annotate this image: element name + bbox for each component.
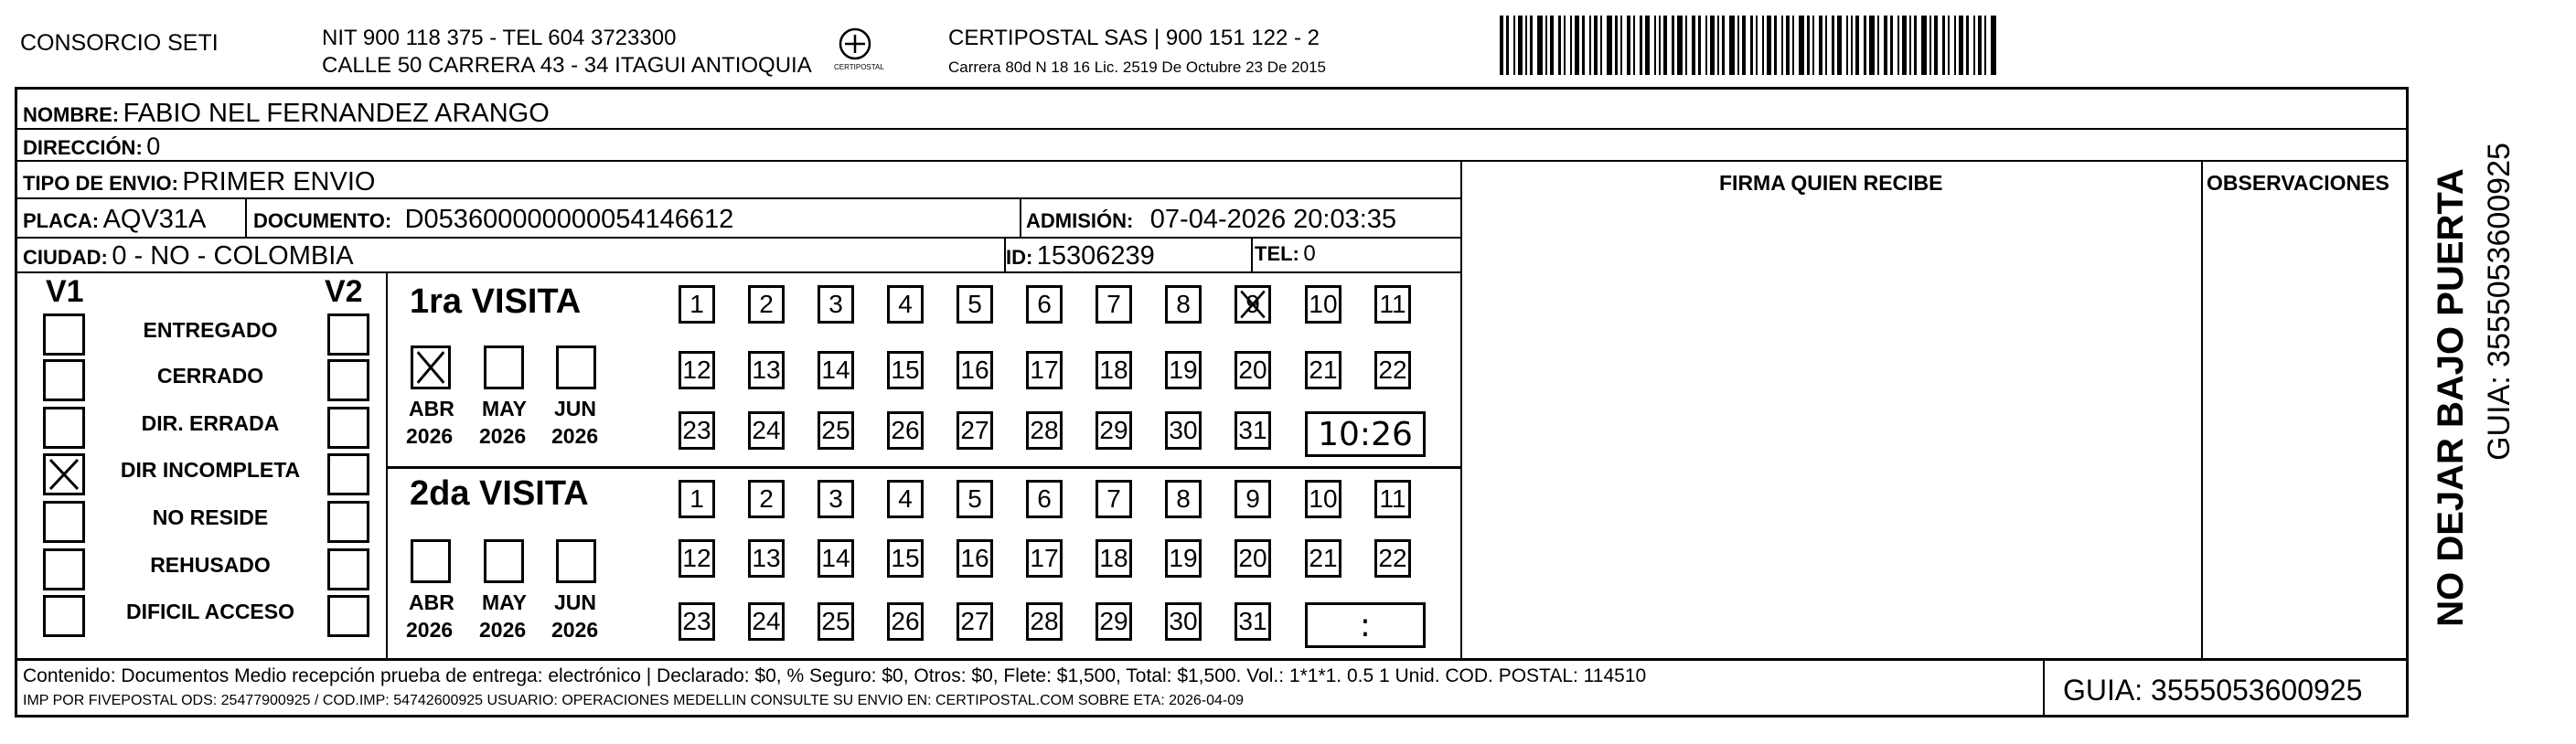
name-field [23,101,550,127]
v2-checkbox[interactable] [327,453,369,495]
day-number: 8 [1176,290,1191,318]
shipment-type-value: PRIMER ENVIO [182,167,376,197]
day-number: 25 [821,416,850,444]
v2-checkbox[interactable] [327,548,369,590]
barcode-bar [1942,16,1945,75]
barcode-bar [1914,16,1917,75]
day-box[interactable] [679,539,715,578]
day-number: 29 [1099,416,1128,444]
time-box[interactable]: 10:26 [1305,411,1426,457]
day-number: 28 [1030,416,1059,444]
day-number: 26 [891,416,920,444]
day-number: 1 [689,290,704,318]
day-number: 13 [752,356,781,384]
barcode-bar [1902,16,1907,75]
day-box[interactable] [748,539,785,578]
day-box[interactable] [887,285,924,324]
day-box[interactable] [1305,539,1341,578]
barcode-bar [1575,16,1579,75]
day-box[interactable] [957,285,993,324]
day-number: 14 [821,544,850,572]
status-label: REHUSADO [150,553,271,577]
day-number: 19 [1169,544,1198,572]
day-number: 26 [891,607,920,635]
barcode-bar [1851,16,1853,75]
admission-label: ADMISIÓN: [1026,209,1134,232]
time-box[interactable]: : [1305,602,1426,648]
barcode-bar [1640,16,1642,75]
day-box[interactable] [1096,602,1132,641]
day-number: 25 [821,607,850,635]
barcode-bar [1677,16,1683,75]
barcode-bar [1607,16,1612,75]
barcode-bar [1710,16,1715,75]
barcode-bar [1692,16,1695,75]
day-number: 21 [1309,356,1338,384]
day-box[interactable] [818,539,854,578]
month-checkbox[interactable] [556,539,596,583]
day-number: 13 [752,544,781,572]
day-box[interactable] [1096,539,1132,578]
day-box[interactable] [1165,480,1202,518]
day-box[interactable] [1235,602,1271,641]
day-number: 7 [1106,290,1121,318]
day-number: 6 [1037,290,1052,318]
day-box[interactable] [957,480,993,518]
v1-checkbox[interactable] [43,407,85,449]
day-box[interactable] [957,411,993,450]
day-number: 4 [898,290,913,318]
barcode-bar [1864,16,1866,75]
day-box[interactable] [1026,285,1063,324]
day-box[interactable] [818,285,854,324]
barcode-bar [1781,16,1783,75]
month-checkbox[interactable] [556,345,596,389]
barcode-bar [1948,16,1950,75]
day-number: 30 [1169,416,1198,444]
v1-checkbox[interactable] [43,359,85,401]
tel-value: 0 [1303,241,1316,266]
imp-line: IMP POR FIVEPOSTAL ODS: 25477900925 / COD.IMP: 54742600925 USUARIO: OPERACIONES MEDELLIN CONSULTE SU ENVIO EN: CERTIPOSTAL.COM SOBRE ETA: 2026-04-09 [23,693,1244,708]
status-label: DIR. ERRADA [141,411,280,435]
barcode-bar [1756,16,1758,75]
id-field [1006,243,1155,270]
plate-label: PLACA: [23,209,100,232]
city-field [23,243,354,270]
day-number: 31 [1238,416,1267,444]
barcode-bar [1890,16,1893,75]
barcode-bar [1570,16,1572,75]
v2-checkbox[interactable] [327,501,369,543]
barcode-bar [1722,16,1725,75]
day-box[interactable] [748,411,785,450]
city-label: CIUDAD: [23,246,108,269]
barcode-bar [1582,16,1585,75]
day-box[interactable] [679,480,715,518]
v2-label: V2 [325,274,363,309]
day-box[interactable] [818,480,854,518]
day-number: 16 [960,544,989,572]
day-box[interactable] [1235,411,1271,450]
day-box[interactable] [1165,539,1202,578]
barcode-bar [1545,16,1547,75]
side-guia: GUIA: 3555053600925 [2482,143,2517,461]
carrier-line-2: Carrera 80d N 18 16 Lic. 2519 De Octubre 23 De 2015 [948,58,1326,76]
city-value: 0 - NO - COLOMBIA [112,241,354,271]
barcode-bar [1558,16,1561,75]
day-box[interactable] [1026,602,1063,641]
day-box[interactable] [887,480,924,518]
barcode-bar [1633,16,1635,75]
day-box[interactable] [818,351,854,389]
day-number: 12 [682,356,711,384]
day-number: 31 [1238,607,1267,635]
day-box[interactable] [748,480,785,518]
observations-area[interactable] [2204,199,2405,656]
day-number: 4 [898,484,913,513]
day-box[interactable] [1165,602,1202,641]
barcode-bar [1530,16,1533,75]
barcode-bar [1663,16,1667,75]
barcode-bar [1897,16,1899,75]
barcode-bar [1550,16,1554,75]
barcode-bar [1846,16,1848,75]
day-box[interactable] [679,411,715,450]
day-number: 22 [1378,356,1407,384]
logo-text: CERTIPOSTAL [834,63,884,71]
day-number: 5 [967,484,982,513]
barcode-bar [1877,16,1879,75]
barcode-bar [1807,16,1810,75]
no-dejar-bajo-puerta: NO DEJAR BAJO PUERTA [2431,168,2471,627]
address-value: 0 [146,133,161,160]
day-box[interactable] [887,411,924,450]
document-label: DOCUMENTO: [253,209,392,232]
day-number: 9 [1245,290,1260,318]
signature-header: FIRMA QUIEN RECIBE [1719,171,1943,195]
barcode-bar [1615,16,1618,75]
day-box[interactable] [1165,411,1202,450]
barcode-bar [1685,16,1687,75]
day-box[interactable] [1096,285,1132,324]
barcode-bar [1959,16,1963,75]
day-number: 17 [1030,356,1059,384]
barcode-bar [1837,16,1842,75]
status-label: CERRADO [156,364,264,388]
day-number: 7 [1106,484,1121,513]
day-number: 8 [1176,484,1191,513]
day-box[interactable] [1026,351,1063,389]
day-number: 24 [752,416,781,444]
day-box[interactable] [887,539,924,578]
month-label: JUN [554,590,597,614]
admission-field [1026,207,1396,233]
v2-checkbox[interactable] [327,359,369,401]
day-box[interactable] [1235,539,1271,578]
barcode-bar [1799,16,1804,75]
day-box[interactable] [1374,480,1411,518]
day-box[interactable] [1165,285,1202,324]
day-number: 29 [1099,607,1128,635]
barcode-bar [1525,16,1527,75]
address-field [23,134,160,159]
day-number: 20 [1238,544,1267,572]
barcode-bar [1825,16,1827,75]
barcode-bar [1698,16,1701,75]
day-number: 11 [1379,484,1406,513]
barcode-bar [1506,16,1509,75]
second-visit-title: 2da VISITA [410,474,589,513]
barcode-bar [1973,16,1975,75]
nit-line: NIT 900 118 375 - TEL 604 3723300 [322,26,677,50]
barcode-bar [1819,16,1822,75]
barcode-bar [1792,16,1794,75]
barcode-bar [1767,16,1771,75]
barcode-bar [1855,16,1859,75]
day-box[interactable] [1235,480,1271,518]
barcode-bar [1812,16,1814,75]
year-label: 2026 [551,424,599,448]
barcode-bar [1672,16,1674,75]
month-label: MAY [482,397,527,420]
day-number: 28 [1030,607,1059,635]
barcode-bar [1627,16,1630,75]
day-number: 3 [828,290,843,318]
day-box[interactable] [1305,480,1341,518]
day-number: 22 [1378,544,1407,572]
day-number: 9 [1245,484,1260,513]
first-visit-title: 1ra VISITA [410,282,582,321]
day-number: 2 [759,484,774,513]
v1-checkbox[interactable] [43,548,85,590]
day-box[interactable] [1374,285,1411,324]
day-number: 15 [891,544,920,572]
barcode-bar [1909,16,1911,75]
tel-field [1255,243,1316,265]
barcode-bar [1934,16,1938,75]
name-value: FABIO NEL FERNANDEZ ARANGO [123,99,550,128]
day-box[interactable] [1096,480,1132,518]
day-box[interactable] [1374,351,1411,389]
status-label: DIFICIL ACCESO [125,600,294,623]
day-box[interactable] [1305,351,1341,389]
name-label: NOMBRE: [23,103,120,126]
id-label: ID: [1006,246,1033,269]
day-number: 2 [759,290,774,318]
status-label: NO RESIDE [152,505,269,529]
day-number: 18 [1099,544,1128,572]
day-box[interactable] [679,602,715,641]
day-box[interactable] [1096,351,1132,389]
month-label: ABR [409,397,454,420]
day-box[interactable] [1305,285,1341,324]
barcode-bar [1921,16,1927,75]
barcode-bar [1659,16,1661,75]
month-checkbox[interactable] [411,345,451,389]
day-box[interactable] [957,602,993,641]
barcode-bar [1774,16,1777,75]
barcode-bar [1869,16,1875,75]
barcode-bar [1500,16,1503,75]
company-name: CONSORCIO SETI [20,30,219,56]
day-number: 27 [960,416,989,444]
barcode-bar [1705,16,1707,75]
month-checkbox[interactable] [484,539,524,583]
barcode-bar [1750,16,1753,75]
day-box[interactable] [1026,539,1063,578]
plate-field [23,207,206,233]
barcode-bar [1832,16,1834,75]
v1-label: V1 [46,274,84,309]
day-box[interactable] [679,285,715,324]
day-box[interactable] [887,351,924,389]
day-box[interactable] [748,285,785,324]
day-number: 19 [1169,356,1198,384]
day-number: 3 [828,484,843,513]
day-box[interactable] [1096,411,1132,450]
day-number: 10 [1309,484,1338,513]
barcode-bar [1589,16,1591,75]
signature-area[interactable] [1463,199,2200,656]
barcode-bar [1537,16,1543,75]
day-number: 17 [1030,544,1059,572]
address-line: CALLE 50 CARRERA 43 - 34 ITAGUI ANTIOQUIA [322,53,812,78]
day-box[interactable] [1165,351,1202,389]
barcode-bar [1654,16,1656,75]
barcode-bar [1737,16,1739,75]
day-number: 20 [1238,356,1267,384]
barcode-bar [1645,16,1650,75]
barcode-bar [1742,16,1746,75]
day-number: 21 [1309,544,1338,572]
day-number: 11 [1379,290,1406,318]
observations-header: OBSERVACIONES [2207,171,2389,195]
document-field [253,207,733,233]
day-box[interactable] [748,351,785,389]
plate-value: AQV31A [102,205,207,234]
day-box[interactable] [957,351,993,389]
barcode-bar [1954,16,1956,75]
day-box[interactable] [957,539,993,578]
certipostal-logo [832,26,884,80]
day-number: 10 [1309,290,1338,318]
day-number: 12 [682,544,711,572]
content-line: Contenido: Documentos Medio recepción prueba de entrega: electrónico | Declarado: $0, % Seguro: $0, Otros: $0, Flete: $1,500, Total: $1,500. Vol.: 1*1*1. 0.5 1 Unid. COD. POSTAL: 114510 [23,665,1647,686]
v1-checkbox[interactable] [43,501,85,543]
barcode-bar [1620,16,1622,75]
day-number: 16 [960,356,989,384]
barcode-bar [1513,16,1515,75]
day-number: 1 [689,484,704,513]
day-box[interactable] [887,602,924,641]
barcode-bar [1929,16,1931,75]
year-label: 2026 [479,424,527,448]
barcode-bar [1594,16,1598,75]
day-box[interactable] [1026,411,1063,450]
barcode-bar [1600,16,1602,75]
admission-value: 07-04-2026 20:03:35 [1149,205,1397,234]
barcode-bar [1717,16,1719,75]
day-number: 6 [1037,484,1052,513]
v1-checkbox[interactable] [43,453,85,495]
barcode-bar [1564,16,1566,75]
barcode-bar [1729,16,1735,75]
day-box[interactable] [818,602,854,641]
day-box[interactable] [1235,285,1271,324]
barcode-bar [1966,16,1969,75]
day-number: 14 [821,356,850,384]
day-number: 23 [682,416,711,444]
barcode-bar [1762,16,1764,75]
day-number: 24 [752,607,781,635]
barcode-bar [1978,16,1982,75]
address-label: DIRECCIÓN: [23,136,143,159]
day-number: 27 [960,607,989,635]
day-number: 5 [967,290,982,318]
shipment-type-label: TIPO DE ENVIO: [23,172,178,195]
v2-checkbox[interactable] [327,314,369,356]
month-label: JUN [554,397,597,420]
document-value: D053600000000054146612 [404,205,734,234]
barcode-bar [1786,16,1790,75]
day-number: 23 [682,607,711,635]
tel-label: TEL: [1255,242,1299,265]
status-label: DIR INCOMPLETA [120,458,301,482]
day-number: 18 [1099,356,1128,384]
month-label: ABR [409,590,454,614]
month-label: MAY [482,590,527,614]
barcode-bar [1991,16,1996,75]
year-label: 2026 [406,424,454,448]
day-box[interactable] [1026,480,1063,518]
v1-checkbox[interactable] [43,314,85,356]
year-label: 2026 [406,618,454,642]
v2-checkbox[interactable] [327,595,369,637]
day-number: 30 [1169,607,1198,635]
v2-checkbox[interactable] [327,407,369,449]
barcode-bar [1984,16,1986,75]
day-box[interactable] [1374,539,1411,578]
day-number: 15 [891,356,920,384]
year-label: 2026 [551,618,599,642]
barcode-bar [1884,16,1887,75]
status-label: ENTREGADO [143,318,278,342]
day-box[interactable] [818,411,854,450]
carrier-line-1: CERTIPOSTAL SAS | 900 151 122 - 2 [948,26,1320,50]
guia-footer: GUIA: 3555053600925 [2063,674,2363,707]
barcode-bar [1518,16,1523,75]
month-checkbox[interactable] [484,345,524,389]
year-label: 2026 [479,618,527,642]
day-box[interactable] [748,602,785,641]
shipment-type-field [23,169,375,196]
id-value: 15306239 [1036,241,1155,271]
v1-checkbox[interactable] [43,595,85,637]
day-box[interactable] [679,351,715,389]
month-checkbox[interactable] [411,539,451,583]
day-box[interactable] [1235,351,1271,389]
